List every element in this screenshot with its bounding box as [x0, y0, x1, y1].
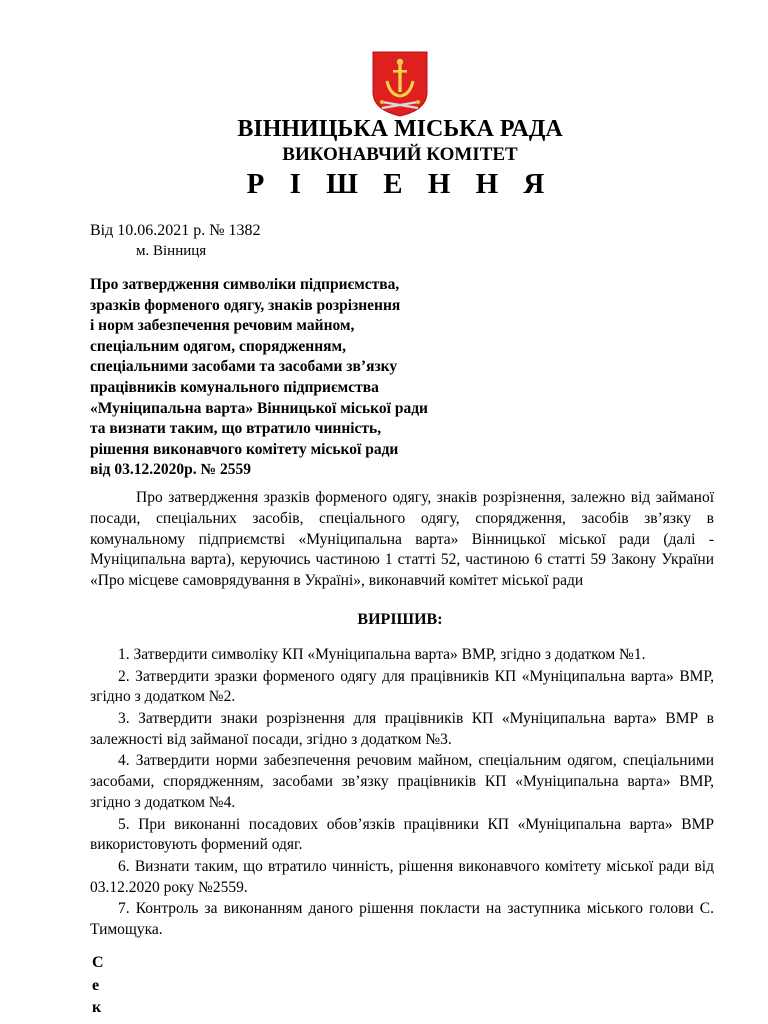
subject-line: від 03.12.2020р. № 2559 [90, 461, 251, 479]
subject-line: спеціальним одягом, спорядженням, [90, 337, 346, 355]
subject-line: і норм забезпечення речовим майном, [90, 317, 355, 335]
committee-title: ВИКОНАВЧИЙ КОМІТЕТ [282, 144, 518, 165]
city-line: м. Вінниця [136, 243, 207, 259]
subject-line: «Муніципальна варта» Вінницької міської ради [90, 399, 428, 417]
decision-item: 2. Затвердити зразки форменого одягу для працівників КП «Муніципальна варта» ВМР, згідно з додатком №2. [90, 667, 714, 706]
resolve-heading: ВИРІШИВ: [357, 611, 443, 628]
subject-block [90, 275, 530, 481]
subject-line: працівників комунального підприємства [90, 378, 379, 396]
date-number-line: Від 10.06.2021 р. № 1382 [90, 222, 261, 239]
decision-item: 1. Затвердити символіку КП «Муніципальна варта» ВМР, згідно з додатком №1. [118, 646, 646, 663]
preamble-paragraph: Про затвердження зразків форменого одягу, знаків розрізнення, залежно від займаної посади, спеціальних засобів, спеціального одягу, спорядження, засобів зв’язку в комунальному підприємстві «Муніципальна варта» Вінницької міської ради (далі - Муніципальна варта), керуючись частиною 1 статті 52, частиною 6 статті 59 Закону України «Про місцеве самоврядування в Україні», виконавчий комітет міської ради [90, 489, 714, 590]
subject-line: зразків форменого одягу, знаків розрізнення [90, 296, 401, 314]
signature-letter: к [92, 999, 102, 1016]
signature-letter: С [92, 954, 104, 971]
subject-line: рішення виконавчого комітету міської ради [90, 440, 399, 458]
decision-item: 7. Контроль за виконанням даного рішення покласти на заступника міського голови С. Тимощука. [90, 900, 714, 939]
decision-item: 4. Затвердити норми забезпечення речовим майном, спеціальним одягом, спеціальними засобами, спорядженням, засобами зв’язку працівників КП «Муніципальна варта» ВМР, згідно з додатком №4. [90, 752, 714, 811]
subject-line: Про затвердження символіки підприємства, [90, 276, 400, 293]
document-type-title: Р І Ш Е Н Н Я [246, 168, 554, 200]
signature-block [92, 952, 112, 1020]
coat-of-arms-icon [370, 50, 430, 118]
council-title: ВІННИЦЬКА МІСЬКА РАДА [237, 116, 563, 142]
decision-item: 6. Визнати таким, що втратило чинність, рішення виконавчого комітету міської ради від 03.12.2020 року №2559. [90, 857, 714, 896]
decision-item: 3. Затвердити знаки розрізнення для працівників КП «Муніципальна варта» ВМР в залежності від займаної посади, згідно з додатком №3. [90, 709, 714, 748]
decision-item: 5. При виконанні посадових обов’язків працівники КП «Муніципальна варта» ВМР використовують формений одяг. [90, 815, 714, 854]
subject-line: та визнати таким, що втратило чинність, [90, 420, 382, 438]
decision-items-list [90, 645, 714, 942]
subject-line: спеціальними засобами та засобами зв’язку [90, 358, 398, 376]
signature-letter: е [92, 976, 100, 994]
